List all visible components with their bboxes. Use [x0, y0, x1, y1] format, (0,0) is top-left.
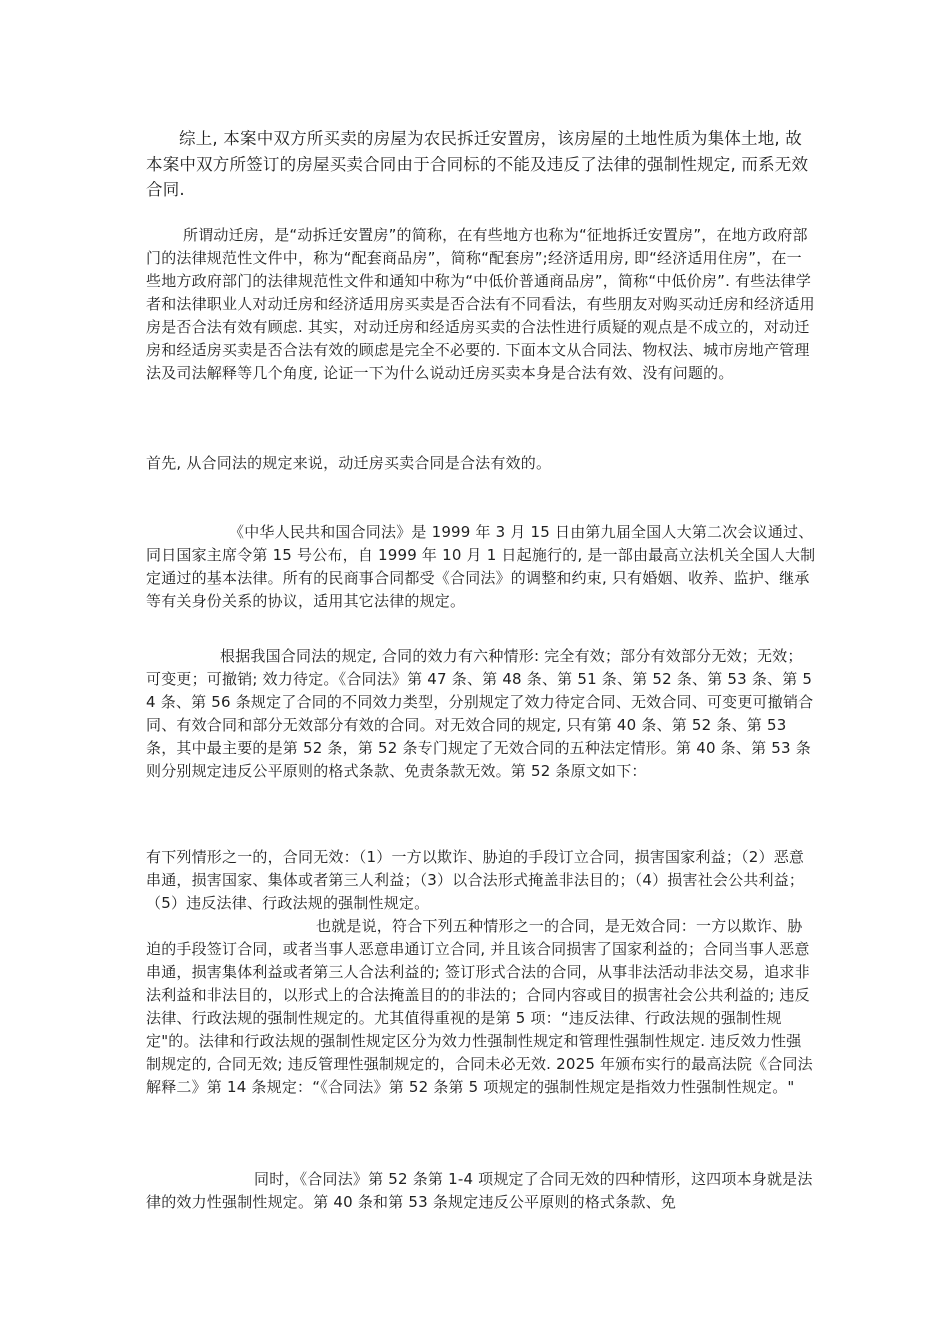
paragraph-contract-law-intro: 《中华人民共和国合同法》是 1999 年 3 月 15 日由第九届全国人大第二次会议通过、同日国家主席令第 15 号公布，自 1999 年 10 月 1 日起施行的, 是一部由最高立法机关全国人大制定通过的基本法律。所有的民商事合同都受《合同法》的调整和约束, 只有婚姻、收养、监护、继承等有关身份关系的协议，适用其它法律的规定。 [146, 523, 816, 610]
paragraph-contract-validity: 根据我国合同法的规定, 合同的效力有六种情形: 完全有效；部分有效部分无效；无效；可变更；可撤销; 效力待定。《合同法》第 47 条、第 48 条、第 51 条、第 52 条、第 53 条、第 54 条、第 56 条规定了合同的不同效力类型，分别规定了效力待定合同、无效合同、可变更可撤销合同、有效合同和部分无效部分有效的合同。对无效合同的规定, 只有第 40 条、第 52 条、第 53 条，其中最主要的是第 52 条，第 52 条专门规定了无效合同的五种法定情形。第 40 条、第 53 条则分别规定违反公平原则的格式条款、免责条款无效。第 52 条原文如下： [146, 647, 814, 780]
paragraph-explanation-text: 也就是说，符合下列五种情形之一的合同，是无效合同：一方以欺诈、胁迫的手段签订合同，或者当事人恶意串通订立合同, 并且该合同损害了国家利益的；合同当事人恶意串通，损害集体利益或者第三人合法利益的; 签订形式合法的合同，从事非法活动非法交易，追求非法利益和非法目的，以形式上的合法掩盖目的的非法的；合同内容或目的损害社会公共利益的; 违反法律、行政法规的强制性规定的。尤其值得重视的是第 5 项：“违反法律、行政法规的强制性规定"的。法律和行政法规的强制性规定区分为效力性强制性规定和管理性强制性规定. 违反效力性强制规定的, 合同无效; 违反管理性强制规定的，合同未必无效. 2025 年颁布实行的最高法院《合同法解释二》第 14 条规定：“《合同法》第 52 条第 5 项规定的强制性规定是指效力性强制性规定。" [146, 917, 813, 1096]
paragraph-article-52: 有下列情形之一的，合同无效：（1）一方以欺诈、胁迫的手段订立合同，损害国家利益；（2）恶意串通，损害国家、集体或者第三人利益；（3）以合法形式掩盖非法目的；（4）损害社会公共利益；（5）违反法律、行政法规的强制性规定。 [146, 848, 805, 912]
paragraph-definition: 所谓动迁房，是“动拆迁安置房”的简称，在有些地方也称为“征地拆迁安置房”，在地方政府部门的法律规范性文件中，称为“配套商品房”，简称“配套房”;经济适用房, 即“经济适用住房”，在一些地方政府部门的法律规范性文件和通知中称为“中低价普通商品房”，简称“中低价房”. 有些法律学者和法律职业人对动迁房和经济适用房买卖是否合法有不同看法，有些朋友对购买动迁房和经济适用房是否合法有效有顾虑. 其实，对动迁房和经适房买卖的合法性进行质疑的观点是不成立的，对动迁房和经适房买卖是否合法有效的顾虑是完全不必要的. 下面本文从合同法、物权法、城市房地产管理法及司法解释等几个角度, 论证一下为什么说动迁房买卖本身是合法有效、没有问题的。 [146, 226, 815, 382]
paragraph-meanwhile: 同时，《合同法》第 52 条第 1-4 项规定了合同无效的四种情形，这四项本身就是法律的效力性强制性规定。第 40 条和第 53 条规定违反公平原则的格式条款、免 [146, 1170, 813, 1211]
paragraph-conclusion: 综上, 本案中双方所买卖的房屋为农民拆迁安置房，该房屋的土地性质为集体土地, 故本案中双方所签订的房屋买卖合同由于合同标的不能及违反了法律的强制性规定, 而系无效合同. [146, 129, 809, 199]
paragraph-explanation [146, 915, 816, 1099]
paragraph-first-point: 首先, 从合同法的规定来说，动迁房买卖合同是合法有效的。 [146, 454, 552, 472]
